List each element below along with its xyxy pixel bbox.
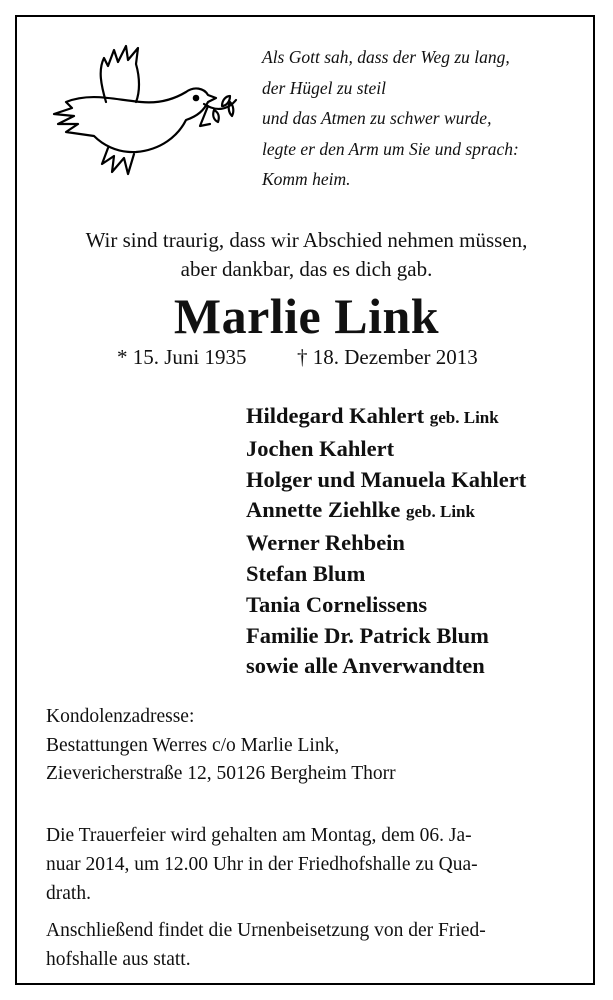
- condolence-address: [46, 703, 396, 789]
- poem: [262, 42, 582, 195]
- mourner-name: Jochen Kahlert: [246, 435, 395, 461]
- mourner-name: sowie alle Anverwandten: [246, 653, 485, 679]
- mourner-name: Annette Ziehlke: [246, 497, 401, 523]
- mourner-line: [246, 528, 526, 559]
- condolence-heading: Kondolenzadresse:: [46, 706, 195, 727]
- mourner-name: Tania Cornelissens: [246, 591, 428, 617]
- ceremony-line: Die Trauerfeier wird gehalten am Montag, dem 06. Ja-: [46, 825, 472, 846]
- poem-line: der Hügel zu steil: [262, 77, 386, 98]
- mourner-line: [246, 559, 526, 590]
- ceremony-line: drath.: [46, 883, 91, 904]
- mourner-name: Stefan Blum: [246, 560, 366, 586]
- mourners-list: [246, 401, 526, 682]
- intro-text: [0, 226, 613, 284]
- mourner-name: Familie Dr. Patrick Blum: [246, 622, 489, 648]
- mourner-name: Holger und Manuela Kahlert: [246, 466, 527, 492]
- mourner-line: [246, 401, 526, 434]
- intro-line: aber dankbar, das es dich gab.: [180, 257, 433, 281]
- mourner-line: [246, 434, 526, 465]
- mourner-name: Hildegard Kahlert: [246, 403, 425, 428]
- mourner-line: [246, 651, 526, 682]
- dove-icon: [36, 40, 241, 185]
- poem-line: Als Gott sah, dass der Weg zu lang,: [262, 47, 510, 67]
- mourner-line: [246, 590, 526, 621]
- condolence-line: Zievericherstraße 12, 50126 Bergheim Thorr: [46, 763, 396, 784]
- mourner-line: [246, 465, 526, 496]
- mourner-line: [246, 495, 526, 528]
- mourner-line: [246, 621, 526, 652]
- birth-date: * 15. Juni 1935: [117, 345, 247, 369]
- condolence-line: Bestattungen Werres c/o Marlie Link,: [46, 734, 340, 756]
- mourner-suffix: geb. Link: [429, 408, 499, 427]
- poem-line: und das Atmen zu schwer wurde,: [262, 108, 492, 128]
- poem-line: legte er den Arm um Sie und sprach:: [262, 138, 519, 159]
- intro-line: Wir sind traurig, dass wir Abschied nehmen müssen,: [85, 228, 528, 252]
- death-date: † 18. Dezember 2013: [297, 345, 478, 369]
- deceased-name: Marlie Link: [173, 288, 440, 344]
- poem-line: Komm heim.: [262, 169, 351, 189]
- ceremony-info: [46, 813, 574, 982]
- burial-line: hofshalle aus statt.: [46, 949, 191, 970]
- mourner-suffix: geb. Link: [406, 502, 475, 522]
- mourner-name: Werner Rehbein: [246, 530, 405, 556]
- burial-line: Anschließend findet die Urnenbeisetzung von der Fried-: [46, 920, 486, 941]
- ceremony-line: nuar 2014, um 12.00 Uhr in der Friedhofshalle zu Qua-: [46, 854, 478, 875]
